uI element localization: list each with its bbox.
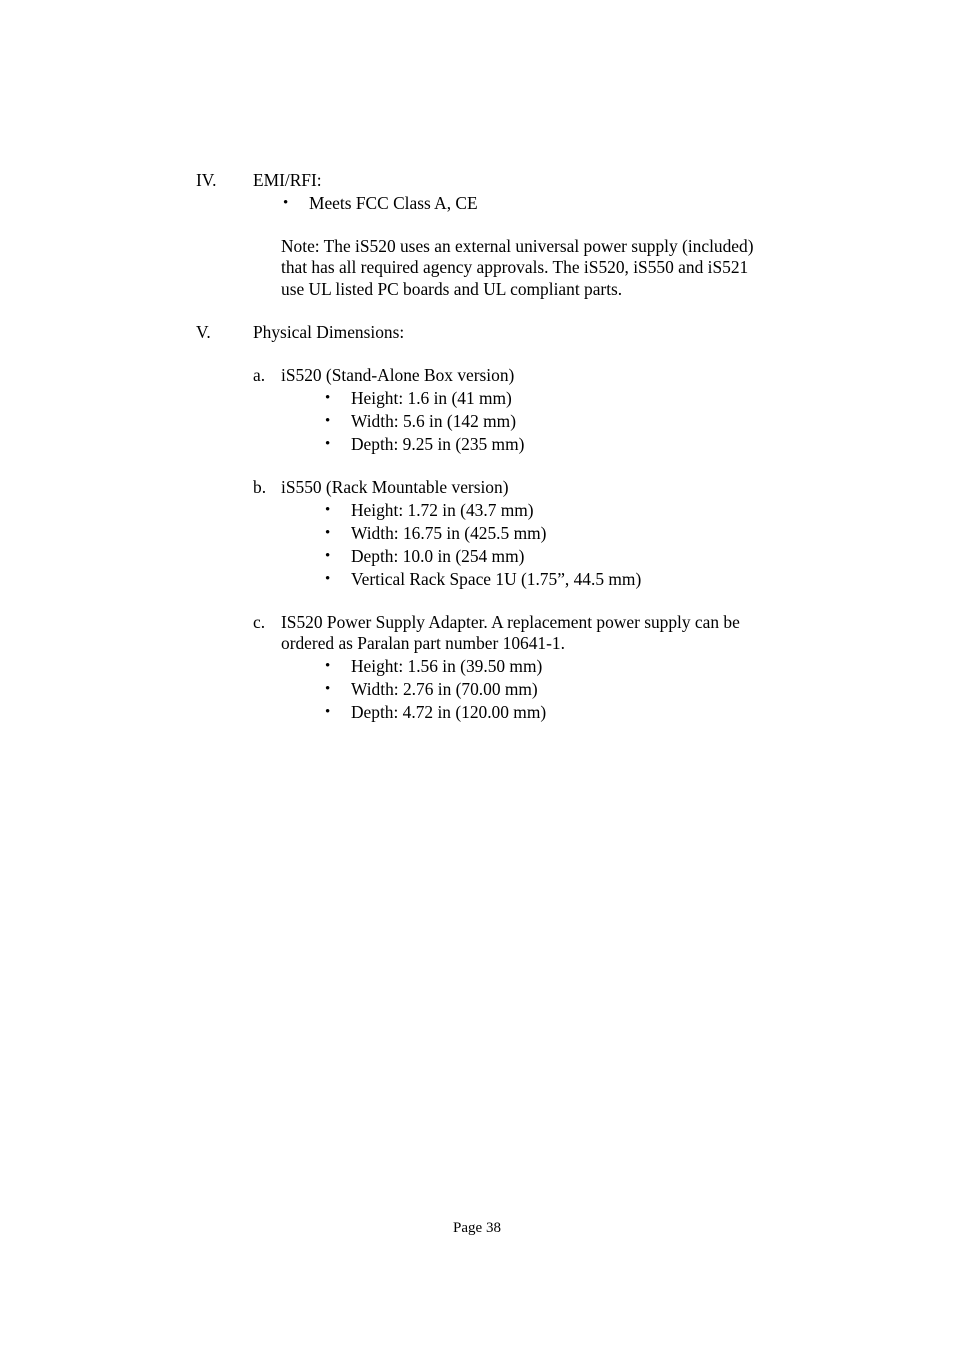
bullet-icon: • [325, 548, 331, 564]
bullet-icon: • [283, 195, 289, 211]
note-line: that has all required agency approvals. The iS520, iS550 and iS521 [281, 257, 749, 277]
section-iv-bullet: Meets FCC Class A, CE [309, 193, 478, 213]
subsection-letter: c. [253, 612, 266, 632]
section-iv-title: EMI/RFI: [253, 170, 322, 190]
bullet-icon: • [325, 658, 331, 674]
subsection-title: ordered as Paralan part number 10641-1. [281, 633, 565, 653]
dimension-item: Height: 1.6 in (41 mm) [351, 388, 512, 408]
bullet-icon: • [325, 390, 331, 406]
dimension-item: Depth: 9.25 in (235 mm) [351, 434, 525, 454]
bullet-icon: • [325, 681, 331, 697]
subsection-title: iS520 (Stand-Alone Box version) [281, 365, 515, 385]
dimension-item: Vertical Rack Space 1U (1.75”, 44.5 mm) [351, 569, 642, 589]
bullet-icon: • [325, 525, 331, 541]
bullet-icon: • [325, 571, 331, 587]
section-iv-numeral: IV. [196, 170, 217, 190]
page-number: Page 38 [453, 1220, 501, 1236]
dimension-item: Depth: 4.72 in (120.00 mm) [351, 702, 547, 722]
dimension-item: Height: 1.56 in (39.50 mm) [351, 656, 543, 676]
dimension-item: Height: 1.72 in (43.7 mm) [351, 500, 534, 520]
section-v-title: Physical Dimensions: [253, 322, 405, 342]
dimension-item: Depth: 10.0 in (254 mm) [351, 546, 525, 566]
subsection-letter: a. [253, 365, 266, 385]
note-line: use UL listed PC boards and UL compliant parts. [281, 279, 623, 299]
bullet-icon: • [325, 502, 331, 518]
bullet-icon: • [325, 436, 331, 452]
subsection-title: iS550 (Rack Mountable version) [281, 477, 509, 497]
dimension-item: Width: 5.6 in (142 mm) [351, 411, 516, 431]
subsection-letter: b. [253, 477, 267, 497]
bullet-icon: • [325, 413, 331, 429]
dimension-item: Width: 16.75 in (425.5 mm) [351, 523, 547, 543]
subsection-title: IS520 Power Supply Adapter. A replacement power supply can be [281, 612, 740, 632]
dimension-item: Width: 2.76 in (70.00 mm) [351, 679, 538, 699]
note-line: Note: The iS520 uses an external universal power supply (included) [281, 236, 754, 256]
bullet-icon: • [325, 704, 331, 720]
section-v-numeral: V. [196, 322, 211, 342]
